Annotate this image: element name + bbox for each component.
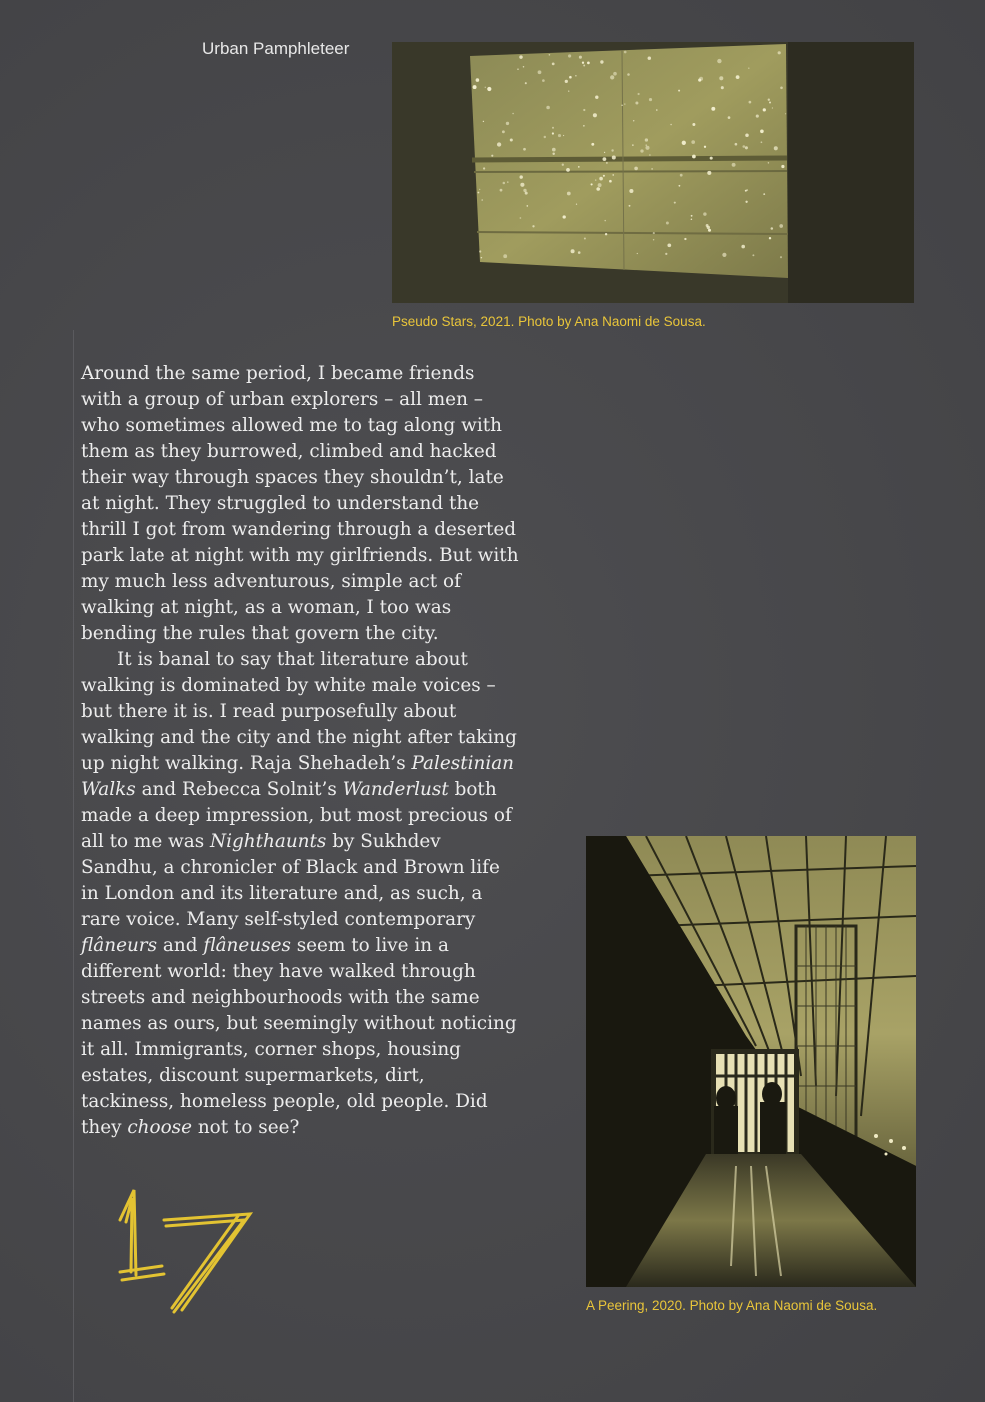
text-run: not to see?: [191, 1117, 300, 1138]
text-run: by Sukhdev Sandhu, a chronicler of Black and Brown life in London and its literature and, as such, a rare voice. Many self-styled contemporary: [81, 831, 500, 930]
emphasis-choose: choose: [127, 1117, 192, 1138]
page-number-handwritten: [112, 1180, 262, 1320]
photo-caption-a-peering: A Peering, 2020. Photo by Ana Naomi de Sousa.: [586, 1298, 878, 1313]
paragraph-literature: [81, 647, 521, 1141]
page-fold-line: [73, 330, 74, 1402]
article-body: [81, 361, 521, 1141]
a-peering-image: [586, 836, 916, 1287]
pseudo-stars-image: [392, 42, 914, 303]
text-run: both made a deep impression, but most precious of all to me was: [81, 779, 512, 852]
text-run: seem to live in a different world: they have walked through streets and neighbourhoods with the same names as ours, but seemingly without noticing it all. Immigrants, corner shops, housing estates, discount supermarkets, dirt, tackiness, homeless people, old people. Did they: [81, 935, 517, 1138]
page-number-drawing: [112, 1180, 262, 1320]
book-title-nighthaunts: Nighthaunts: [210, 831, 327, 852]
term-flaneurs: flâneurs: [81, 935, 158, 956]
photo-pseudo-stars: [392, 42, 914, 303]
photo-a-peering: [586, 836, 916, 1287]
text-run: and Rebecca Solnit’s: [135, 779, 343, 800]
text-run: and: [157, 935, 204, 956]
photo-caption-pseudo-stars: Pseudo Stars, 2021. Photo by Ana Naomi de Sousa.: [392, 314, 706, 329]
book-title-palestinian-walks: Palestinian Walks: [81, 753, 515, 800]
text-run: It is banal to say that literature about walking is dominated by white male voices – but there it is. I read purposefully about walking and the city and the night after taking up night walking. Raja Shehadeh’s: [81, 649, 517, 774]
book-title-wanderlust: Wanderlust: [342, 779, 449, 800]
paragraph-urban-explorers: Around the same period, I became friends with a group of urban explorers – all men – who sometimes allowed me to tag along with them as they burrowed, climbed and hacked their way through spaces they shouldn’t, late at night. They struggled to understand the thrill I got from wandering through a deserted park late at night with my girlfriends. But with my much less adventurous, simple act of walking at night, as a woman, I too was bending the rules that govern the city.: [81, 363, 519, 644]
term-flaneuses: flâneuses: [203, 935, 291, 956]
running-header: Urban Pamphleteer: [202, 39, 350, 58]
